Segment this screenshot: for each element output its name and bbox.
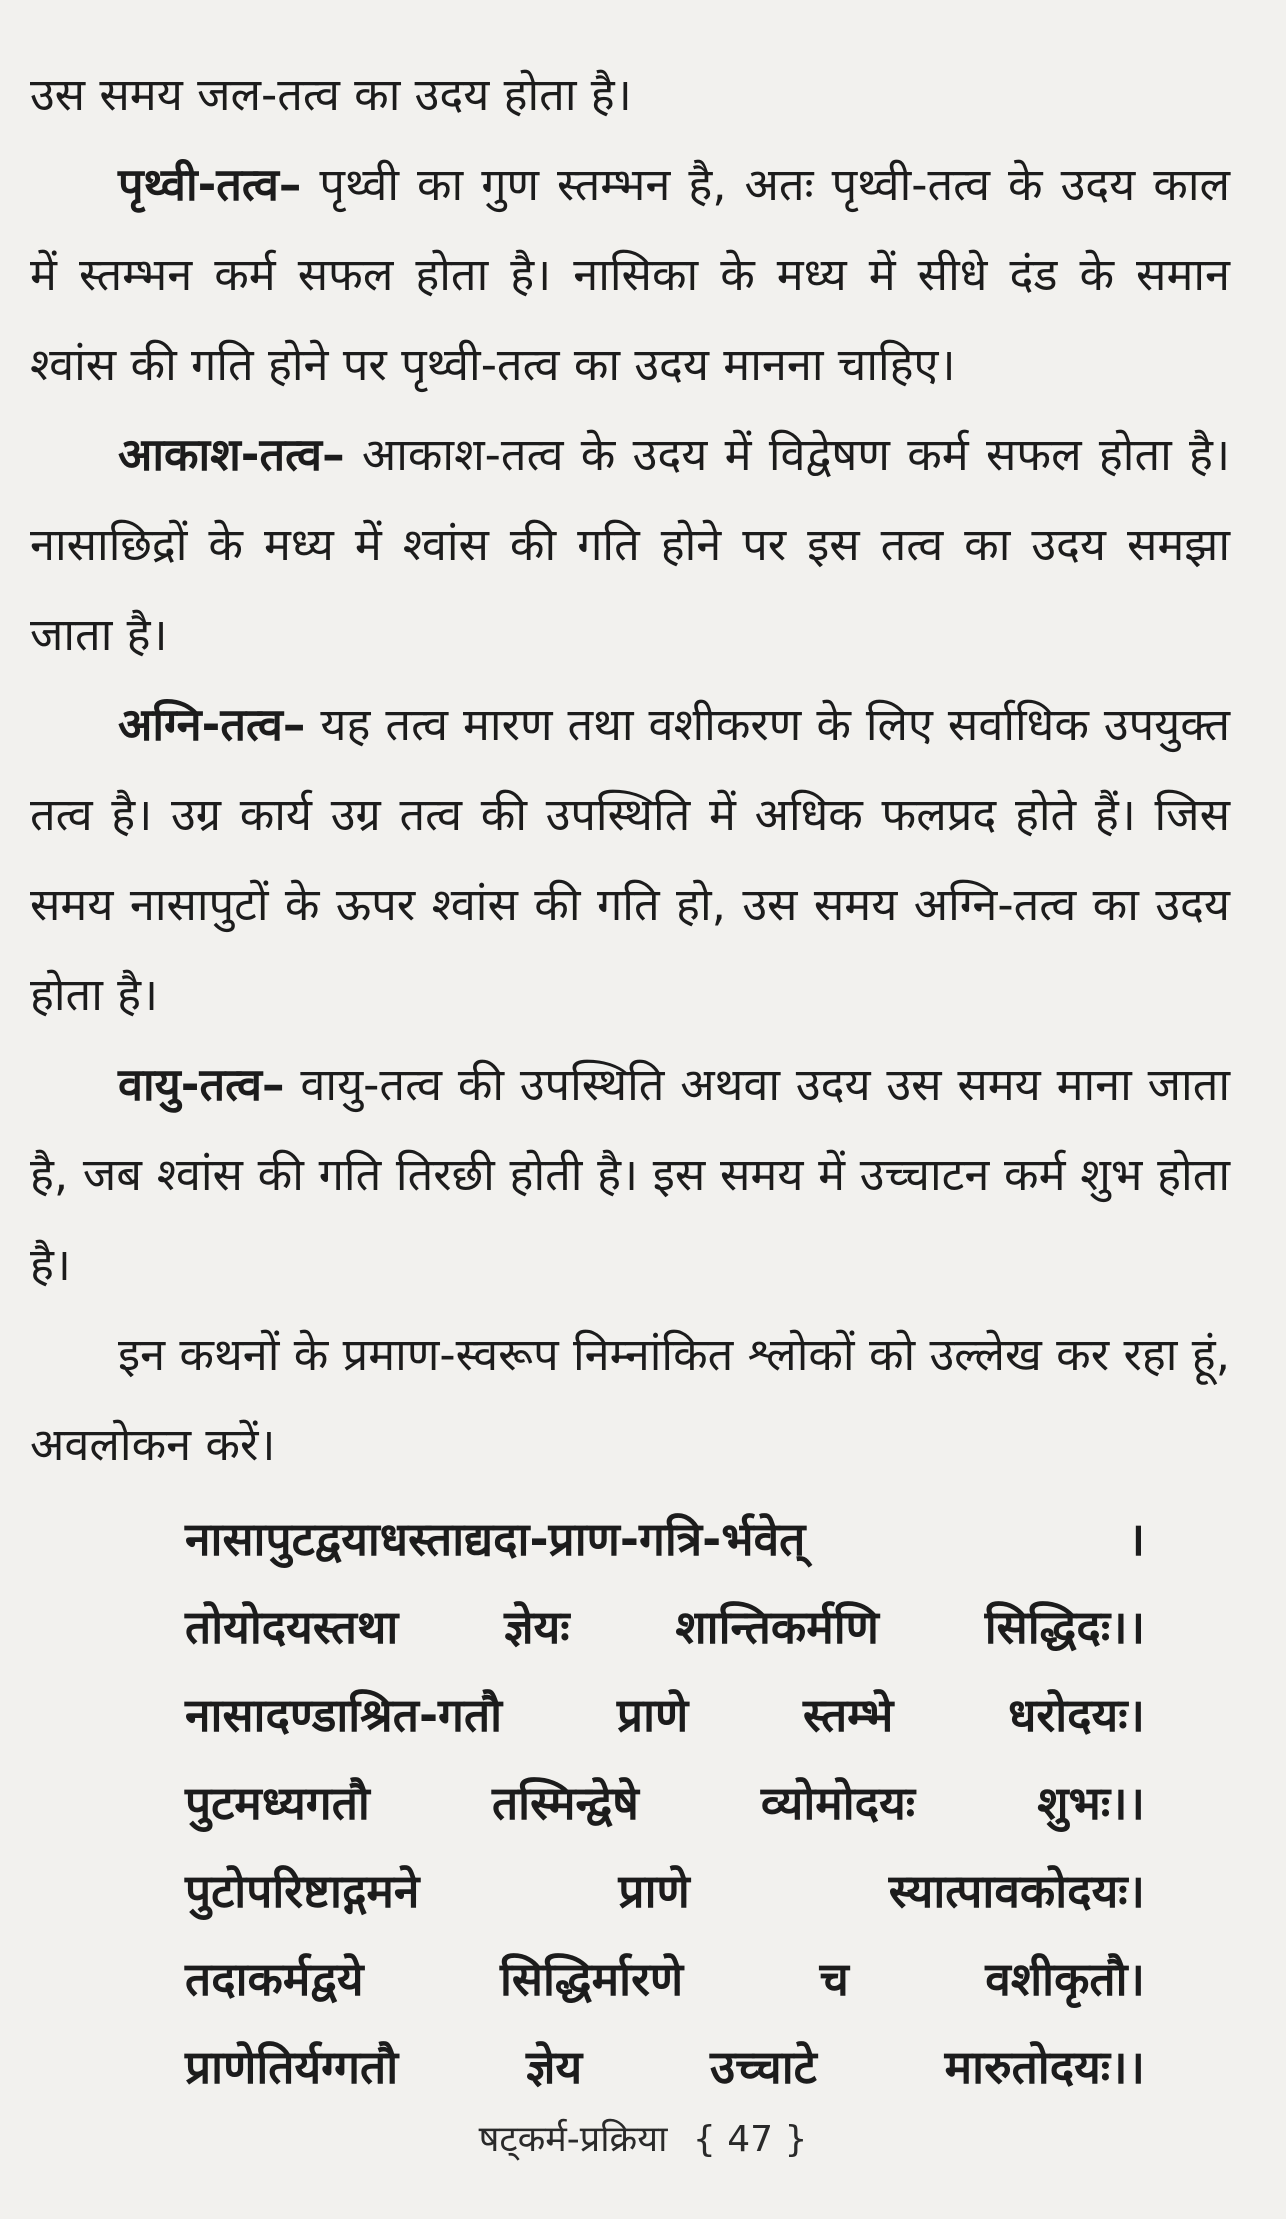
- paragraph-continuation: उस समय जल-तत्व का उदय होता है।: [30, 68, 632, 121]
- shloka-word: व्योमोदयः: [760, 1776, 916, 1830]
- shloka-word: स्यात्पावकोदयः।: [888, 1864, 1145, 1918]
- shloka-word: ज्ञेय: [525, 2040, 583, 2094]
- paragraph-text: यह तत्व मारण तथा वशीकरण के लिए सर्वाधिक उपयुक्त तत्व है। उग्र कार्य उग्र तत्व की उपस्थिति में अधिक फलप्रद होते हैं। जिस समय नासापुटों के ऊपर श्वांस की गति हो, उस समय अग्नि-तत्व का उदय होता है।: [30, 698, 1230, 1021]
- shloka-word: च: [819, 1952, 849, 2006]
- shloka-word: ।: [1127, 1512, 1145, 1566]
- paragraph-vayu-tattva: [30, 1040, 1230, 1310]
- paragraph-text: पृथ्वी का गुण स्तम्भन है, अतः पृथ्वी-तत्व के उदय काल में स्तम्भन कर्म सफल होता है। नासिका के मध्य में सीधे दंड के समान श्वांस की गति होने पर पृथ्वी-तत्व का उदय मानना चाहिए।: [30, 158, 1230, 391]
- shloka-word: पुटोपरिष्टाद्गमने: [185, 1864, 420, 1918]
- page-footer: [0, 2110, 1286, 2170]
- shloka-word: सिद्धिर्मारणे: [499, 1952, 684, 2006]
- shloka-line: [185, 1847, 1145, 1935]
- page-number: { 47 }: [692, 2119, 808, 2160]
- shloka-word: तदाकर्मद्वये: [185, 1952, 364, 2006]
- shloka-word: प्राणेतिर्यग्गतौ: [185, 2040, 399, 2094]
- paragraph-heading: पृथ्वी-तत्व–: [118, 158, 302, 211]
- shloka-block: [185, 1495, 1145, 2111]
- shloka-word: तस्मिन्द्वेषे: [491, 1776, 639, 1830]
- paragraph-text: आकाश-तत्व के उदय में विद्वेषण कर्म सफल होता है। नासाछिद्रों के मध्य में श्वांस की गति होने पर इस तत्व का उदय समझा जाता है।: [30, 428, 1230, 661]
- paragraph-prithvi-tattva: [30, 140, 1230, 410]
- shloka-line: [185, 2023, 1145, 2111]
- book-title: षट्कर्म-प्रक्रिया: [478, 2119, 668, 2160]
- shloka-word: नासापुटद्वयाधस्ताद्यदा-प्राण-गत्रि-र्भवेत्: [185, 1512, 806, 1566]
- shloka-word: स्तम्भे: [803, 1688, 894, 1742]
- shloka-word: प्राणे: [618, 1864, 690, 1918]
- shloka-word: वशीकृतौ।: [985, 1952, 1145, 2006]
- shloka-word: सिद्धिदः।।: [984, 1600, 1145, 1654]
- shloka-line: [185, 1759, 1145, 1847]
- shloka-word: तोयोदयस्तथा: [185, 1600, 399, 1654]
- shloka-line: [185, 1671, 1145, 1759]
- paragraph-heading: आकाश-तत्व–: [118, 428, 345, 481]
- paragraph-shloka-intro: इन कथनों के प्रमाण-स्वरूप निम्नांकित श्लोकों को उल्लेख कर रहा हूं, अवलोकन करें।: [30, 1328, 1230, 1471]
- paragraph-akash-tattva: [30, 410, 1230, 680]
- shloka-word: मारुतोदयः।।: [944, 2040, 1145, 2094]
- paragraph-agni-tattva: [30, 680, 1230, 1040]
- paragraph-text: वायु-तत्व की उपस्थिति अथवा उदय उस समय माना जाता है, जब श्वांस की गति तिरछी होती है। इस समय में उच्चाटन कर्म शुभ होता है।: [30, 1058, 1230, 1291]
- paragraph-heading: वायु-तत्व–: [118, 1058, 285, 1111]
- shloka-word: उच्चाटे: [709, 2040, 817, 2094]
- shloka-word: नासादण्डाश्रित-गतौ: [185, 1688, 503, 1742]
- shloka-word: पुटमध्यगतौ: [185, 1776, 370, 1830]
- shloka-line: [185, 1583, 1145, 1671]
- shloka-word: शुभः।।: [1037, 1776, 1145, 1830]
- shloka-line: [185, 1495, 1145, 1583]
- shloka-word: ज्ञेयः: [504, 1600, 570, 1654]
- page-body: [30, 50, 1230, 1490]
- shloka-word: प्राणे: [616, 1688, 689, 1742]
- paragraph-heading: अग्नि-तत्व–: [118, 698, 306, 751]
- shloka-word: धरोदयः।: [1008, 1688, 1145, 1742]
- shloka-word: शान्तिकर्मणि: [675, 1600, 879, 1654]
- shloka-line: [185, 1935, 1145, 2023]
